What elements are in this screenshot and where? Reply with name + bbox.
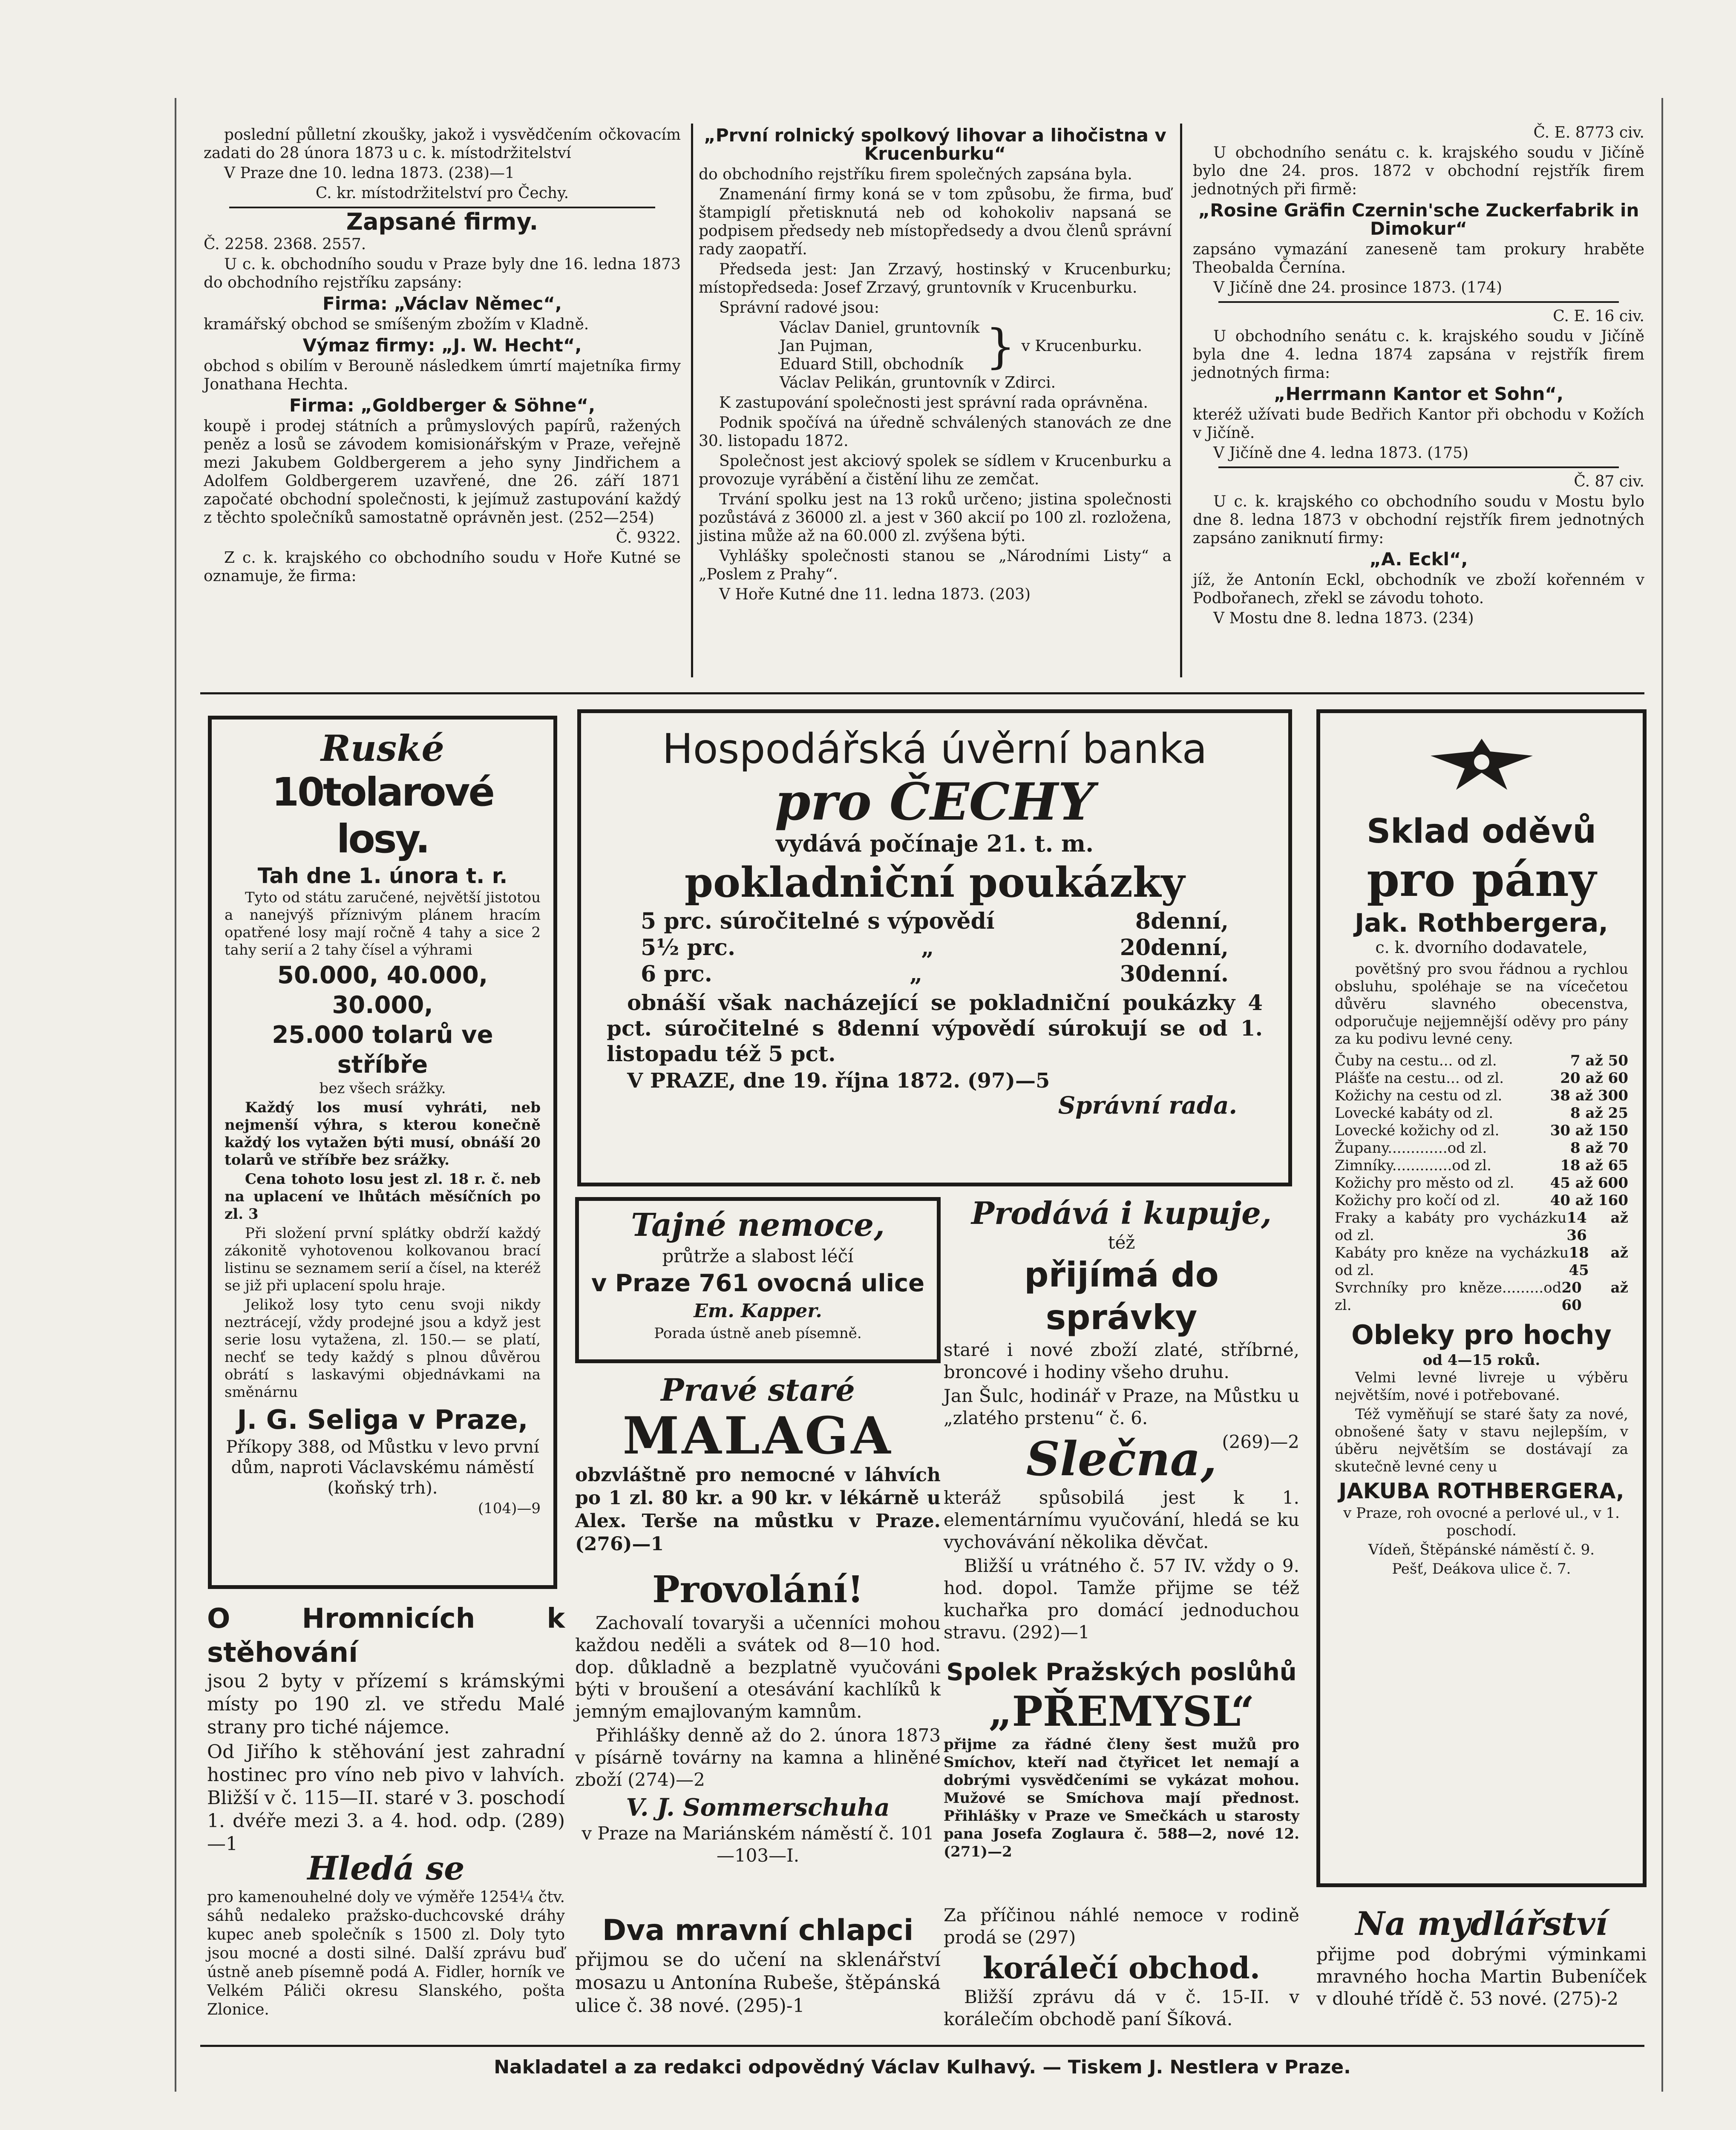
- notice-date: V Jičíně dne 4. ledna 1873. (175): [1213, 444, 1469, 462]
- price-list-row: [1335, 1052, 1628, 1070]
- notice-text: Z c. k. krajského co obchodního soudu v Hoře Kutné se oznamuje, že firma:: [204, 549, 681, 585]
- ad-title: Tajné nemoce,: [631, 1207, 885, 1243]
- ad-subtitle: c. k. dvorního dodavatele,: [1375, 938, 1588, 957]
- ad-hleda: [207, 1849, 565, 2036]
- ad-address: Pešť, Deákova ulice č. 7.: [1392, 1560, 1571, 1577]
- ad-text: Za příčinou náhlé nemoce v rodině prodá se (297): [944, 1905, 1299, 1948]
- ad-text: Přihlášky denně až do 2. února 1873 v písárně továrny na kamna a hliněné zboží (274)—2: [575, 1725, 941, 1790]
- price-list-row: [1335, 1122, 1628, 1140]
- ad-title: Sklad oděvů: [1366, 812, 1597, 851]
- notice-text: jíž, že Antonín Eckl, obchodník ve zboží kořenném v Podbořanech, zřekl se závodu tohoto.: [1193, 571, 1644, 607]
- ad-text: přijme za řádné členy šest mužů pro Smíchov, kteří nad čtyřicet let nemají a dobrými vysvědčeními se vykázat mohou. Mužové se Smíchova mají přednost. Přihlášky v Praze ve Smečkách u starosty pana Josefa Zoglaura č. 588—2, nové 12. (271)—2: [944, 1736, 1299, 1860]
- ad-address: v Praze na Mariánském náměstí č. 101—103—I.: [582, 1823, 934, 1866]
- item-price: 7 až 50: [1570, 1052, 1628, 1069]
- rate-table: [607, 908, 1263, 987]
- ad-title: Prodává i kupuje,: [971, 1195, 1272, 1231]
- ad-seller: Em. Kapper.: [694, 1300, 822, 1322]
- ad-title: Hledá se: [307, 1849, 465, 1887]
- ad-text: pro kamenouhelné doly ve výměře 1254¼ čtv. sáhů nedaleko pražsko-duchcovské dráhy kupec aneb společník s 1500 zl. Doly tyto jsou mocné a dosti silné. Další zprávu buď ústně aneb písemně podá A. Fidler, horník ve Velkém Páliči okresu Slanského, pošta Zlonice.: [207, 1888, 565, 2018]
- notice-text: Předseda jest: Jan Zrzavý, hostinský v Krucenburku; místopředseda: Josef Zrzavý, gruntovník v Krucenburku.: [699, 261, 1172, 296]
- ad-title: Spolek Pražských poslůhů: [946, 1658, 1297, 1686]
- item-price: 8 až 70: [1570, 1140, 1628, 1157]
- rate-row: [641, 908, 1229, 935]
- notice-text: poslední půlletní zkoušky, jakož i vysvědčením očkovacím zadati do 28 února 1873 u c. k. místodržitelství: [204, 126, 681, 162]
- firm-name: Firma: „Václav Němec“,: [322, 293, 562, 314]
- notice-text: Správní radové jsou:: [719, 299, 879, 317]
- item-name: Zimníky.............od zl.: [1335, 1157, 1491, 1174]
- top-column-1: [204, 126, 681, 587]
- ad-disease: [575, 1197, 941, 1363]
- ad-text: obzvláštně pro nemocné v láhvích po 1 zl. 80 kr. a 90 kr. v lékárně u Alex. Terše na můstku v Praze. (276)—1: [575, 1464, 941, 1555]
- page-border-left: [175, 98, 176, 2092]
- item-price: 14 až 36: [1566, 1209, 1628, 1244]
- notice-date: V Hoře Kutné dne 11. ledna 1873. (203): [719, 586, 1031, 603]
- ad-spolek: [944, 1657, 1299, 1900]
- firm-name: Výmaz firmy: „J. W. Hecht“,: [302, 335, 582, 356]
- ad-address: Příkopy 388, od Můstku v levo první dům, naproti Václavskému náměstí (koňský trh).: [226, 1437, 539, 1498]
- item-price: 45 až 600: [1550, 1174, 1628, 1192]
- board-member: Eduard Still, obchodník: [780, 356, 964, 373]
- ditto-mark: „: [921, 935, 934, 961]
- ad-text: bez všech srážky.: [319, 1080, 446, 1097]
- price-list-row: [1335, 1105, 1628, 1122]
- notice-date: V Jičíně dne 24. prosince 1873. (174): [1213, 279, 1502, 296]
- rate-term: 20denní,: [1120, 935, 1229, 961]
- ad-text: Jan Šulc, hodinář v Praze, na Můstku u „zlatého prstenu“ č. 6.: [944, 1385, 1299, 1428]
- rate-label: 6 prc.: [641, 961, 712, 987]
- ad-highlight: 50.000, 40.000, 30.000,: [277, 961, 488, 1019]
- notice-text: Podnik spočívá na úředně schválených stanovách ze dne 30. listopadu 1872.: [699, 414, 1172, 450]
- brace: }: [985, 319, 1016, 374]
- price-list-row: [1335, 1279, 1628, 1314]
- firm-name: Firma: „Goldberger & Söhne“,: [289, 395, 596, 416]
- ad-text: Bližší u vrátného č. 57 IV. vždy o 9. hod. dopol. Tamže přijme se též kuchařka pro domácí jednoduchou stravu. (292)—1: [944, 1555, 1299, 1643]
- page-border-right: [1661, 98, 1663, 2092]
- notice-text: Vyhlášky společnosti stanou se „Národními Listy“ a „Poslem z Prahy“.: [699, 547, 1172, 583]
- ad-title: Provolání!: [652, 1568, 864, 1611]
- ad-highlight: 25.000 tolarů ve stříbře: [272, 1021, 493, 1079]
- notice-text: U c. k. obchodního soudu v Praze byly dne 16. ledna 1873 do obchodního rejstříku zapsány:: [204, 256, 681, 291]
- ad-text: Při složení první splátky obdrží každý zákonitě vyhotovenou kolkovanou brací listinu se seznamem serií a čísel, na kteréž se již při uplacení spolu hraje.: [225, 1225, 541, 1294]
- price-list-row: [1335, 1174, 1628, 1192]
- notice-text: U obchodního senátu c. k. krajského soudu v Jičíně bylo dne 24. pros. 1872 v obchodní rejstřík firem jednotných při firmě:: [1193, 144, 1644, 198]
- item-price: 20 až 60: [1560, 1070, 1628, 1087]
- ad-title: Na mydlářství: [1355, 1905, 1608, 1943]
- price-list-row: [1335, 1157, 1628, 1174]
- footer-rule: [200, 2045, 1644, 2047]
- ad-text: přijme pod dobrými výminkami mravného hocha Martin Bubeníček v dlouhé třídě č. 53 nové. (275)-2: [1316, 1944, 1647, 2009]
- notice-text: Trvání spolku jest na 13 roků určeno; jistina společnosti pozůstává z 36000 zl. a jest v 360 akcií po 100 zl. rozložena, jistina může až na 60.000 zl. zvýšena býti.: [699, 491, 1172, 545]
- item-price: 18 až 45: [1569, 1244, 1628, 1279]
- ad-text: povětšný pro svou řádnou a rychlou obsluhu, spoléhaje se na vícečetou důvěru slavného obecenstva, odporučuje nejjemnější oděvy pro pány za ku podivu levné ceny.: [1335, 961, 1628, 1048]
- ad-subtitle: od 4—15 roků.: [1422, 1352, 1540, 1369]
- divider: [1218, 466, 1619, 468]
- ad-clothes: [1316, 709, 1647, 1887]
- notice-text: kramářský obchod se smíšeným zbožím v Kladně.: [204, 316, 589, 333]
- notice-date: V Mostu dne 8. ledna 1873. (234): [1213, 610, 1474, 627]
- ad-text: kteráž spůsobilá jest k 1. elementárnímu vyučování, hledá se ku vychovávání několika děvčat.: [944, 1487, 1299, 1552]
- rate-label: 5½ prc.: [641, 935, 736, 961]
- ad-text: jsou 2 byty v přízemí s krámskými místy po 190 zl. ve středu Malé strany pro tiché nájemce.: [207, 1670, 565, 1738]
- ad-text: Bližší zprávu dá v č. 15-II. v korálečím obchodě paní Šíková.: [944, 1986, 1299, 2029]
- notice-text: U c. k. krajského co obchodního soudu v Mostu bylo dne 8. ledna 1873 v obchodní rejstřík firem jednotných zapsáno zaniknutí firmy:: [1193, 493, 1644, 547]
- notice-text: do obchodního rejstříku firem společných zapsána byla.: [699, 166, 1132, 183]
- ad-text: přijmou se do učení na sklenářství mosazu u Antonína Rubeše, štěpánská ulice č. 38 nové. (295)-1: [575, 1949, 941, 2017]
- divider: [1218, 301, 1619, 303]
- ad-number: (104)—9: [478, 1500, 541, 1517]
- ad-mydlar: [1316, 1904, 1647, 2041]
- item-name: Čuby na cestu... od zl.: [1335, 1052, 1497, 1069]
- board-member: Václav Pelikán, gruntovník v Zdirci.: [780, 374, 1056, 391]
- ad-text: Jelikož losy tyto cenu svoji nikdy neztrácejí, vždy prodejné jsou a když jest serie losu vytažena, zl. 150.— se platí, nechť se tedy každý s plnou důvěrou obrátí s laskavými objednávkami na směnárnu: [225, 1296, 541, 1401]
- ad-address: v Praze 761 ovocná ulice: [591, 1269, 925, 1297]
- ad-text: Od Jiřího k stěhování jest zahradní hostinec pro víno neb pivo v lahvích. Bližší v č. 115—II. staré v 3. poschodí 1. dvéře mezi 3. a 4. hod. odp. (289)—1: [207, 1741, 565, 1855]
- ad-title: korálečí obchod.: [982, 1950, 1261, 1986]
- ad-text: též: [1108, 1232, 1135, 1253]
- firm-name: „První rolnický spolkový lihovar a lihočistna v Krucenburku“: [704, 125, 1166, 164]
- ad-title: pokladniční poukázky: [684, 858, 1185, 907]
- ad-seller: Jak. Rothbergera,: [1355, 908, 1608, 938]
- ad-title: Obleky pro hochy: [1351, 1319, 1612, 1350]
- price-list-row: [1335, 1209, 1628, 1244]
- ad-seller: J. G. Seliga v Praze,: [237, 1404, 528, 1435]
- price-list-row: [1335, 1087, 1628, 1105]
- ad-lottery: [208, 716, 557, 1589]
- ad-text: Velmi levné livreje u výběru největším, nové i potřebované.: [1335, 1369, 1628, 1404]
- rate-term: 30denní.: [1120, 961, 1229, 987]
- ad-text: obnáší však nacházející se pokladniční poukázky 4 pct. súročitelné s 8denní výpovědí súrokují se od 1. listopadu též 5 pct.: [607, 990, 1263, 1066]
- notice-text: K zastupování společnosti jest správní rada oprávněna.: [719, 394, 1148, 412]
- notice-number: Č. 9322.: [616, 529, 681, 547]
- price-list-row: [1335, 1140, 1628, 1157]
- ad-subtitle: vydává počínaje 21. t. m.: [775, 830, 1094, 857]
- ad-address: v Praze, roh ovocné a perlové ul., v 1. poschodí.: [1343, 1505, 1620, 1539]
- notice-number: C. E. 16 civ.: [1553, 308, 1644, 325]
- rate-term: 8denní,: [1135, 908, 1229, 934]
- item-price: 38 až 300: [1550, 1087, 1628, 1104]
- notice-text: koupě i prodej státních a průmyslových papírů, ražených peněz a losů se závodem komisionářským v Praze, veřejně mezi Jakubem Goldbergerem a jeho syny Jindřichem a Adolfem Goldbergerem uzavřené, dne 26. září 1871 započaté obchodní společnosti, k jejímuž zastupování každý z těchto společníků samostatně oprávněn jest. (252—254): [204, 417, 681, 527]
- ad-title: Ruské: [321, 727, 444, 769]
- ad-signature: Správní rada.: [1058, 1091, 1237, 1120]
- ditto-mark: „: [910, 961, 923, 987]
- ad-text: Každý los musí vyhráti, neb nejmenší výhra, s kterou konečně každý los vytažen býti musí, obnáší 20 tolarů ve stříbře bez srážky.: [225, 1099, 541, 1169]
- ad-address: Vídeň, Štěpánské náměstí č. 9.: [1368, 1541, 1595, 1558]
- price-list-row: [1335, 1244, 1628, 1279]
- ad-text: Tyto od státu zaručené, největší jistotou a nanejvýš příznivým plánem hracím opatřené losy mají ročně 4 tahy a sice 2 tahy serií a 2 tahy čísel a výhrami: [225, 889, 541, 958]
- column-rule: [691, 124, 693, 677]
- board-members: [699, 319, 1172, 374]
- ad-price: Cena tohoto losu jest zl. 18 r. č. neb na uplacení ve lhůtách měsíčních po zl. 3: [225, 1171, 541, 1223]
- item-name: Kabáty pro kněze na vycházku od zl.: [1335, 1244, 1569, 1279]
- ad-title: pro pány: [1367, 852, 1596, 907]
- item-name: Plášťe na cestu... od zl.: [1335, 1070, 1504, 1087]
- firm-name: „Herrmann Kantor et Sohn“,: [1274, 383, 1563, 404]
- ad-malaga: [575, 1372, 941, 1585]
- item-price: 8 až 25: [1570, 1105, 1628, 1122]
- board-member: Václav Daniel, gruntovník: [780, 319, 980, 337]
- price-list-row: [1335, 1070, 1628, 1087]
- item-price: 18 až 65: [1560, 1157, 1628, 1174]
- ad-subtitle: Tah dne 1. února t. r.: [257, 864, 508, 888]
- item-name: Kožichy na cestu od zl.: [1335, 1087, 1503, 1104]
- ad-bank: [577, 709, 1292, 1186]
- rate-label: 5 prc. súročitelné s výpovědí: [641, 908, 995, 934]
- item-name: Lovecké kabáty od zl.: [1335, 1105, 1494, 1122]
- firm-name: „A. Eckl“,: [1369, 549, 1468, 570]
- ad-title: „PŘEMYSL“: [988, 1687, 1255, 1736]
- section-divider: [200, 692, 1644, 694]
- price-list-row: [1335, 1192, 1628, 1209]
- rate-row: [641, 961, 1229, 987]
- item-name: Župany.............od zl.: [1335, 1140, 1487, 1157]
- column-rule: [1180, 124, 1182, 677]
- item-name: Kožichy pro město od zl.: [1335, 1174, 1514, 1192]
- price-list: [1335, 1052, 1628, 1314]
- notice-text: U obchodního senátu c. k. krajského soudu v Jičíně byla dne 4. ledna 1874 zapsána v rejstřík firem jednotných firma:: [1193, 328, 1644, 382]
- top-column-2: [699, 124, 1172, 605]
- ad-text: Zachovalí tovaryši a učenníci mohou každou neděli a svátek od 8—10 hod. dop. důkladně a bezplatně vyučováni býti v broušení a otesávání kachlíků k jemným emajlovaným kamnům.: [575, 1612, 941, 1722]
- firm-name: „Rosine Gräfin Czernin'sche Zuckerfabrik in Dimokur“: [1198, 200, 1639, 239]
- ad-number: (269)—2: [1222, 1431, 1299, 1452]
- ad-title: Hospodářská úvěrní banka: [662, 725, 1207, 773]
- top-column-3: [1193, 124, 1644, 629]
- ad-chlapci: [575, 1913, 941, 2041]
- notice-text: Společnost jest akciový spolek se sídlem v Krucenburku a provozuje vyrábění a čistění lihu ze zemčat.: [699, 452, 1172, 488]
- ad-text: Též vyměňují se staré šaty za nové, obnošené šaty v stavu nejlepším, v úběru největším se dostávají za skutečně levné ceny u: [1335, 1406, 1628, 1475]
- notice-text: Znamenání firmy koná se v tom způsobu, že firma, buď štampiglí přetisknutá neb od kohokoliv napsaná se podpisem předsedy neb místopředsedy a dvou členů správní rady zaopatří.: [699, 186, 1172, 258]
- notice-signature: C. kr. místodržitelství pro Čechy.: [315, 184, 569, 202]
- ad-coral: [944, 1904, 1299, 2041]
- notice-number: Č. 87 civ.: [1574, 473, 1644, 490]
- ad-text: průtrže a slabost léčí: [662, 1246, 854, 1266]
- ad-text: staré i nové zboží zlaté, stříbrné, broncové i hodiny všeho druhu.: [944, 1339, 1299, 1382]
- ad-title: přijímá do správky: [1024, 1255, 1219, 1337]
- ad-text: Porada ústně aneb písemně.: [654, 1325, 862, 1342]
- item-price: 30 až 150: [1550, 1122, 1628, 1139]
- eagle-emblem-icon: [1426, 730, 1537, 794]
- item-price: 40 až 160: [1550, 1192, 1628, 1209]
- ad-provolani: [575, 1568, 941, 1908]
- ad-date: V PRAZE, dne 19. října 1872. (97)—5: [627, 1069, 1050, 1093]
- board-member: Jan Pujman,: [780, 337, 873, 355]
- section-heading: Zapsané firmy.: [346, 208, 538, 235]
- ad-title: pro ČECHY: [774, 772, 1095, 832]
- rate-row: [641, 935, 1229, 961]
- item-name: Lovecké kožichy od zl.: [1335, 1122, 1500, 1139]
- ad-title: O Hromnicích k stěhování: [207, 1603, 565, 1669]
- ad-apartment: [207, 1602, 565, 1855]
- ad-title: Dva mravní chlapci: [602, 1914, 914, 1947]
- item-name: Fraky a kabáty pro vycházku od zl.: [1335, 1209, 1567, 1244]
- ad-title: Pravé staré: [661, 1372, 855, 1408]
- notice-text: obchod s obilím v Berouně následkem úmrtí majetníka firmy Jonathana Hechta.: [204, 357, 681, 393]
- ad-slecna: [944, 1431, 1299, 1649]
- ad-seller: JAKUBA ROTHBERGERA,: [1339, 1479, 1624, 1503]
- ad-buysell: [944, 1195, 1299, 1452]
- footer-imprint: Nakladatel a za redakci odpovědný Václav Kulhavý. — Tiskem J. Nestlera v Praze.: [494, 2056, 1351, 2078]
- item-price: 20 až 60: [1561, 1279, 1628, 1314]
- board-place: v Krucenburku.: [1021, 337, 1143, 355]
- item-name: Kožichy pro kočí od zl.: [1335, 1192, 1500, 1209]
- ad-title: Slečna,: [1026, 1431, 1217, 1486]
- ad-title: MALAGA: [622, 1406, 893, 1466]
- item-name: Svrchníky pro kněze.........od zl.: [1335, 1279, 1562, 1314]
- notice-text: kteréž užívati bude Bedřich Kantor při obchodu v Kožích v Jičíně.: [1193, 406, 1644, 442]
- ad-seller: V. J. Sommerschuha: [626, 1793, 890, 1822]
- notice-date: V Praze dne 10. ledna 1873. (238)—1: [224, 164, 515, 182]
- notice-text: zapsáno vymazání zaneseně tam prokury hraběte Theobalda Černína.: [1193, 241, 1644, 276]
- ad-title: 10tolarové losy.: [272, 769, 493, 862]
- notice-numbers: Č. 2258. 2368. 2557.: [204, 236, 366, 253]
- notice-number: Č. E. 8773 civ.: [1533, 124, 1644, 141]
